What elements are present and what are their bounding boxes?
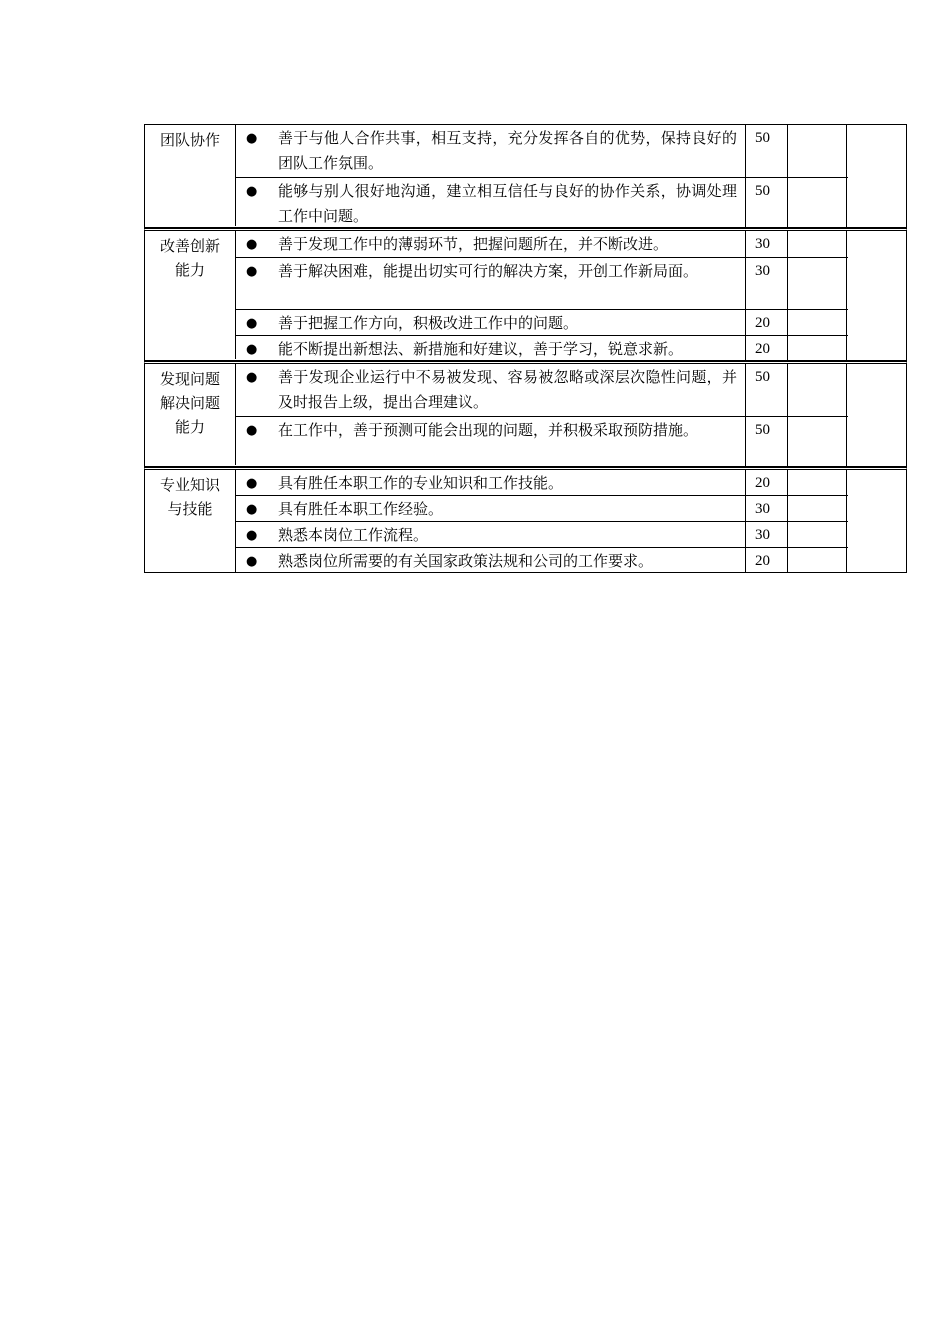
item-score: 30	[746, 258, 788, 309]
item-score: 30	[746, 522, 788, 547]
rating-cell[interactable]	[788, 417, 847, 466]
item-text: 熟悉本岗位工作流程。	[278, 526, 429, 544]
item-text: 善于解决困难，能提出切实可行的解决方案，开创工作新局面。	[278, 262, 699, 280]
table-row	[236, 335, 848, 360]
category-label: 改善创新能力	[145, 231, 236, 359]
bullet-icon: ●	[246, 476, 258, 491]
bullet-icon: ●	[246, 316, 258, 331]
rating-cell[interactable]	[788, 496, 847, 521]
bullet-icon: ●	[246, 423, 258, 438]
category-label: 专业知识与技能	[145, 470, 236, 572]
bullet-icon: ●	[246, 131, 258, 146]
table-row	[236, 257, 848, 309]
bullet-icon: ●	[246, 237, 258, 252]
table-row	[236, 177, 848, 227]
item-text: 善于与他人合作共事，相互支持，充分发挥各自的优势，保持良好的团队工作氛围。	[278, 129, 737, 172]
table-row	[236, 521, 848, 547]
rating-cell[interactable]	[788, 231, 847, 257]
rating-cell[interactable]	[788, 470, 847, 495]
category-label: 团队协作	[145, 125, 236, 226]
bullet-icon: ●	[246, 502, 258, 517]
rating-cell[interactable]	[788, 125, 847, 177]
table-row	[236, 547, 848, 572]
item-score: 50	[746, 125, 788, 177]
remark-cell[interactable]	[849, 364, 906, 466]
group-team-collaboration	[144, 124, 907, 228]
item-text: 具有胜任本职工作的专业知识和工作技能。	[278, 474, 564, 492]
item-score: 50	[746, 364, 788, 416]
item-score: 50	[746, 178, 788, 227]
table-row	[236, 495, 848, 521]
rating-cell[interactable]	[788, 178, 847, 227]
rating-cell[interactable]	[788, 258, 847, 309]
rating-cell[interactable]	[788, 548, 847, 572]
item-text: 在工作中，善于预测可能会出现的问题，并积极采取预防措施。	[278, 421, 699, 439]
item-text: 能不断提出新想法、新措施和好建议，善于学习，锐意求新。	[278, 340, 684, 358]
item-text: 熟悉岗位所需要的有关国家政策法规和公司的工作要求。	[278, 552, 654, 570]
bullet-icon: ●	[246, 264, 258, 279]
bullet-icon: ●	[246, 528, 258, 543]
rating-cell[interactable]	[788, 336, 847, 360]
item-score: 30	[746, 231, 788, 257]
item-score: 20	[746, 470, 788, 495]
bullet-icon: ●	[246, 342, 258, 357]
item-score: 30	[746, 496, 788, 521]
item-score: 20	[746, 310, 788, 335]
rating-cell[interactable]	[788, 310, 847, 335]
table-row	[236, 231, 848, 257]
remark-cell[interactable]	[849, 470, 906, 572]
bullet-icon: ●	[246, 370, 258, 385]
evaluation-table	[144, 124, 907, 573]
group-problem-solving	[144, 361, 907, 467]
item-text: 能够与别人很好地沟通，建立相互信任与良好的协作关系，协调处理工作中问题。	[278, 182, 737, 225]
group-improvement-innovation	[144, 228, 907, 361]
item-text: 善于发现企业运行中不易被发现、容易被忽略或深层次隐性问题，并及时报告上级，提出合理建议。	[278, 368, 737, 411]
table-row	[236, 416, 848, 466]
bullet-icon: ●	[246, 554, 258, 569]
item-score: 20	[746, 548, 788, 572]
item-text: 具有胜任本职工作经验。	[278, 500, 444, 518]
bullet-icon: ●	[246, 184, 258, 199]
item-text: 善于发现工作中的薄弱环节，把握问题所在，并不断改进。	[278, 235, 669, 253]
table-row	[236, 309, 848, 335]
remark-cell[interactable]	[849, 125, 906, 227]
rating-cell[interactable]	[788, 364, 847, 416]
group-professional-skills	[144, 467, 907, 573]
table-row	[236, 125, 848, 177]
item-text: 善于把握工作方向，积极改进工作中的问题。	[278, 314, 579, 332]
item-score: 50	[746, 417, 788, 466]
item-score: 20	[746, 336, 788, 360]
category-label: 发现问题解决问题能力	[145, 364, 236, 465]
table-row	[236, 470, 848, 495]
remark-cell[interactable]	[849, 231, 906, 360]
rating-cell[interactable]	[788, 522, 847, 547]
table-row	[236, 364, 848, 416]
